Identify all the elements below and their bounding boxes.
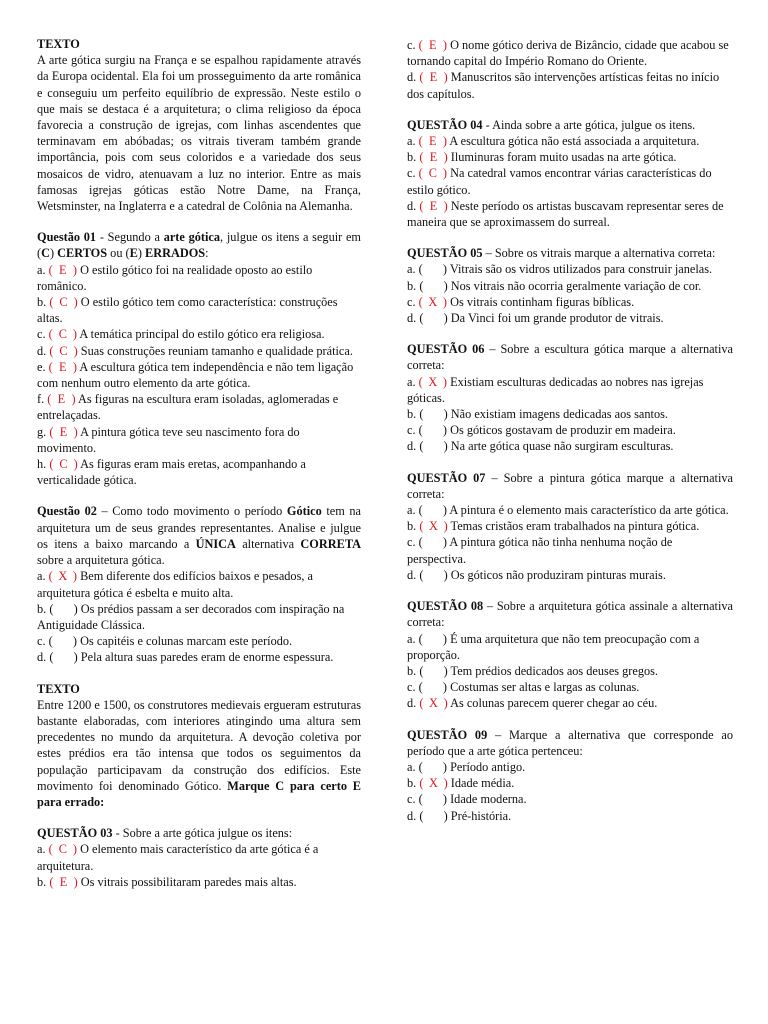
answer-item [37, 649, 361, 665]
answer-item [407, 261, 733, 277]
item-text: Suas construções reuniam tamanho e qualidade prática. [80, 343, 353, 358]
question-title: QUESTÃO 04 [407, 117, 483, 132]
text-heading: TEXTO [37, 37, 80, 51]
item-text: A escultura gótica tem independência e não tem ligação com nenhum outro elemento da arte gótica. [37, 359, 354, 391]
answer-paren-close: ) [443, 519, 448, 534]
item-letter: a. [37, 569, 46, 584]
item-text: É uma arquitetura que não tem preocupação com a proporção. [407, 631, 700, 662]
answer-paren-close: ) [442, 503, 447, 518]
question-title: QUESTÃO 05 [407, 246, 483, 261]
answer-mark: C [59, 343, 68, 358]
answer-item [407, 695, 733, 711]
question-05 [407, 245, 733, 326]
answer-paren-open: ( [418, 262, 423, 277]
question-title: QUESTÃO 08 [407, 599, 484, 614]
answer-paren-close: ) [443, 70, 448, 85]
answer-paren-open: ( [419, 696, 424, 711]
answer-item [407, 406, 733, 422]
item-letter: b. [407, 150, 417, 165]
item-letter: c. [407, 792, 416, 807]
item-letter: g. [37, 424, 47, 439]
answer-item [37, 568, 361, 600]
answer-paren-open: ( [418, 38, 423, 52]
answer-paren-close: ) [443, 808, 448, 823]
item-letter: b. [407, 663, 417, 678]
question-03-continued [407, 37, 733, 102]
item-text: As figuras eram mais eretas, acompanhando a verticalidade gótica. [37, 457, 306, 488]
answer-paren-close: ) [443, 696, 448, 711]
question-01-prompt: Questão 01 - Segundo a arte gótica, julgue os itens a seguir em (C) CERTOS ou (E) ERRADOS: [37, 230, 362, 261]
text-passage-2 [37, 681, 361, 811]
answer-mark: X [429, 776, 438, 791]
answer-item [37, 391, 361, 423]
answer-paren-open: ( [418, 374, 423, 389]
answer-item [407, 775, 733, 791]
answer-paren-open: ( [418, 134, 423, 149]
right-column [407, 37, 733, 839]
item-text: Os góticos não produziram pinturas murais. [450, 567, 666, 582]
answer-item [407, 37, 733, 69]
answer-paren-open: ( [47, 392, 52, 407]
answer-mark: X [428, 294, 438, 309]
answer-item [407, 534, 733, 566]
question-05-items [407, 261, 733, 326]
answer-paren-open: ( [418, 759, 423, 774]
item-letter: b. [407, 278, 417, 293]
item-text: Iluminuras foram muito usadas na arte gótica. [450, 150, 677, 165]
item-letter: b. [37, 601, 47, 616]
question-05-prompt: QUESTÃO 05 – Sobre os vitrais marque a alternativa correta: [407, 246, 716, 261]
item-text: Idade média. [450, 776, 515, 791]
answer-paren-open: ( [49, 601, 54, 616]
item-letter: f. [37, 392, 45, 407]
text-passage-1 [37, 36, 361, 214]
question-06-items [407, 374, 733, 455]
answer-paren-open: ( [49, 295, 54, 310]
answer-item [37, 601, 361, 633]
answer-paren-close: ) [442, 38, 447, 52]
question-07 [407, 470, 733, 583]
answer-item [37, 343, 361, 359]
answer-paren-open: ( [48, 359, 53, 374]
item-text: Nos vitrais não ocorria geralmente variação de cor. [450, 278, 702, 293]
question-02-items [37, 568, 361, 665]
answer-item [407, 808, 733, 824]
answer-paren-open: ( [418, 792, 423, 807]
item-text: Na catedral vamos encontrar várias características do estilo gótico. [407, 166, 712, 197]
item-text: Da Vinci foi um grande produtor de vitrais. [450, 311, 664, 326]
answer-paren-close: ) [73, 874, 78, 889]
answer-paren-open: ( [419, 150, 424, 165]
answer-mark: C [428, 166, 437, 181]
answer-paren-open: ( [418, 166, 423, 181]
answer-paren-close: ) [442, 631, 447, 646]
answer-item [407, 679, 733, 695]
answer-item [37, 424, 361, 456]
answer-paren-close: ) [72, 634, 77, 649]
item-text: Neste período os artistas buscavam representar seres de maneira que se aproximassem do surreal. [407, 198, 724, 230]
item-letter: c. [407, 535, 416, 550]
answer-mark: E [429, 70, 438, 85]
question-04-items [407, 133, 733, 230]
item-text: Período antigo. [450, 759, 526, 774]
answer-paren-close: ) [442, 134, 447, 149]
answer-paren-close: ) [72, 327, 77, 342]
item-letter: a. [407, 262, 416, 277]
item-letter: c. [407, 680, 416, 695]
question-07-items [407, 502, 733, 583]
answer-paren-close: ) [442, 262, 447, 277]
item-letter: a. [407, 759, 416, 774]
answer-item [407, 422, 733, 438]
item-letter: b. [407, 407, 417, 422]
item-letter: d. [407, 311, 417, 326]
answer-paren-open: ( [419, 439, 424, 454]
answer-paren-open: ( [418, 535, 423, 550]
answer-item [407, 502, 733, 518]
answer-mark: X [428, 374, 438, 389]
answer-paren-open: ( [418, 294, 423, 309]
answer-item [407, 663, 733, 679]
answer-paren-open: ( [49, 343, 54, 358]
item-text: Idade moderna. [450, 792, 527, 807]
item-text: A temática principal do estilo gótico era religiosa. [79, 327, 325, 342]
item-letter: a. [407, 631, 416, 646]
item-text: Bem diferente dos edifícios baixos e pesados, a arquitetura gótica é esbelta e muito alta. [37, 569, 313, 600]
answer-paren-open: ( [418, 503, 423, 518]
answer-mark: E [57, 392, 66, 407]
answer-item [407, 759, 733, 775]
item-text: Existiam esculturas dedicadas ao nobres nas igrejas góticas. [407, 374, 704, 405]
item-letter: d. [407, 198, 417, 213]
question-09 [407, 727, 733, 824]
answer-mark: E [59, 359, 67, 374]
item-text: O estilo gótico tem como característica: construções altas. [37, 295, 338, 326]
question-01 [37, 229, 361, 488]
question-03-items-continued [407, 37, 733, 102]
answer-paren-open: ( [419, 519, 424, 534]
answer-paren-close: ) [443, 150, 448, 165]
answer-paren-open: ( [419, 311, 424, 326]
answer-paren-close: ) [73, 343, 78, 358]
answer-item [407, 294, 733, 310]
item-letter: b. [37, 295, 47, 310]
question-09-prompt: QUESTÃO 09 – Marque a alternativa que corresponde ao período que a arte gótica pertenceu: [407, 727, 733, 758]
answer-item [37, 456, 361, 488]
question-03 [37, 825, 361, 890]
answer-paren-close: ) [443, 198, 448, 213]
item-text: Pré-história. [450, 808, 512, 823]
item-letter: a. [407, 503, 416, 518]
answer-paren-close: ) [442, 759, 447, 774]
item-letter: e. [37, 359, 46, 374]
question-title: QUESTÃO 07 [407, 470, 486, 485]
item-text: A pintura gótica teve seu nascimento fora do movimento. [37, 424, 300, 455]
answer-mark: E [59, 262, 67, 277]
answer-item [37, 633, 361, 649]
answer-paren-open: ( [48, 327, 53, 342]
item-text: Tem prédios dedicados aos deuses gregos. [450, 663, 658, 678]
item-text: As colunas parecem querer chegar ao céu. [450, 696, 658, 711]
question-title: QUESTÃO 09 [407, 727, 488, 742]
question-01-items [37, 262, 361, 489]
item-text: Os vitrais continham figuras bíblicas. [450, 294, 635, 309]
item-text: A pintura é o elemento mais característico da arte gótica. [449, 503, 729, 518]
answer-mark: E [429, 134, 437, 149]
item-letter: c. [407, 423, 416, 438]
item-letter: b. [407, 519, 417, 534]
answer-paren-close: ) [443, 407, 448, 422]
answer-mark: E [59, 874, 68, 889]
item-text: O nome gótico deriva de Bizâncio, cidade que acabou se tornando capital do Império Romano do Oriente. [407, 38, 729, 69]
item-text: Os vitrais possibilitaram paredes mais altas. [80, 874, 297, 889]
answer-mark: E [429, 38, 437, 52]
answer-mark: C [59, 295, 68, 310]
item-letter: c. [37, 634, 46, 649]
item-text: O estilo gótico foi na realidade oposto ao estilo românico. [37, 262, 313, 293]
answer-item [37, 359, 361, 391]
item-text: O elemento mais característico da arte gótica é a arquitetura. [37, 842, 319, 873]
answer-paren-close: ) [72, 262, 77, 277]
item-letter: d. [407, 808, 417, 823]
item-text: As figuras na escultura eram isoladas, aglomeradas e entrelaçadas. [37, 392, 339, 423]
instruction: Marque C para certo E para errado: [37, 778, 361, 809]
item-text: Os prédios passam a ser decorados com inspiração na Antiguidade Clássica. [37, 601, 345, 632]
answer-item [407, 518, 733, 534]
answer-item [407, 149, 733, 165]
question-06 [407, 341, 733, 454]
item-text: Temas cristãos eram trabalhados na pintura gótica. [450, 519, 700, 534]
answer-item [37, 841, 361, 873]
answer-paren-close: ) [442, 535, 447, 550]
answer-item [407, 438, 733, 454]
answer-paren-open: ( [48, 634, 53, 649]
answer-item [407, 133, 733, 149]
answer-paren-open: ( [419, 663, 424, 678]
answer-paren-open: ( [48, 569, 53, 584]
answer-item [407, 567, 733, 583]
answer-item [37, 262, 361, 294]
answer-item [37, 326, 361, 342]
question-title: Questão 01 [37, 230, 97, 245]
answer-paren-open: ( [418, 680, 423, 695]
answer-paren-open: ( [48, 842, 53, 857]
answer-paren-open: ( [49, 424, 54, 439]
answer-item [407, 791, 733, 807]
question-08-prompt: QUESTÃO 08 – Sobre a arquitetura gótica assinale a alternativa correta: [407, 599, 734, 630]
answer-paren-close: ) [442, 166, 447, 181]
item-letter: a. [37, 262, 46, 277]
question-06-prompt: QUESTÃO 06 – Sobre a escultura gótica marque a alternativa correta: [407, 342, 733, 373]
item-letter: c. [407, 166, 416, 181]
answer-mark: C [59, 457, 68, 472]
answer-mark: X [429, 519, 438, 534]
item-letter: d. [37, 650, 47, 665]
answer-mark: C [58, 327, 67, 342]
answer-paren-close: ) [442, 792, 447, 807]
answer-paren-close: ) [73, 424, 78, 439]
answer-paren-close: ) [443, 439, 448, 454]
answer-paren-close: ) [443, 776, 448, 791]
answer-paren-close: ) [443, 278, 448, 293]
answer-mark: E [429, 150, 438, 165]
answer-mark: E [59, 424, 68, 439]
answer-paren-close: ) [73, 650, 78, 665]
answer-item [37, 294, 361, 326]
item-text: Pela altura suas paredes eram de enorme espessura. [80, 650, 334, 665]
item-text: Costumas ser altas e largas as colunas. [450, 680, 640, 695]
answer-paren-open: ( [419, 808, 424, 823]
text-body: A arte gótica surgiu na França e se espalhou rapidamente através da Europa ocidental. Ela foi um prosseguimento da arte românica e conseguiu um perfeito equilíbrio de expressão. Neste estilo o que mais se destaca é a arquitetura; o clima religioso da época favorecia a construção de igrejas, com linhas ascendentes que terminavam em abóbadas; os vitrais tiveram também grande importância, pois com seus coloridos e a variedade dos seus mosaicos de vidro, atenuavam a luz no interior. Entre as mais famosas igrejas góticas estão Notre Dame, na França, Wetsminster, na Inglaterra e a catedral de Colônia na Alemanha. [37, 53, 361, 214]
answer-paren-close: ) [442, 374, 447, 389]
answer-paren-open: ( [419, 776, 424, 791]
answer-item [37, 874, 361, 890]
item-letter: c. [407, 38, 416, 52]
answer-paren-close: ) [442, 423, 447, 438]
left-column [37, 36, 361, 905]
item-letter: a. [407, 134, 416, 149]
item-letter: d. [407, 70, 417, 85]
item-text: Manuscritos são intervenções artísticas feitas no início dos capítulos. [407, 70, 720, 101]
item-text: A escultura gótica não está associada a arquitetura. [449, 134, 700, 149]
answer-paren-close: ) [443, 663, 448, 678]
question-08 [407, 598, 733, 711]
answer-item [407, 278, 733, 294]
question-03-items [37, 841, 361, 890]
answer-item [407, 69, 733, 101]
answer-item [407, 310, 733, 326]
answer-paren-open: ( [419, 70, 424, 85]
answer-paren-close: ) [73, 457, 78, 472]
item-text: Vitrais são os vidros utilizados para construir janelas. [449, 262, 713, 277]
item-letter: d. [407, 567, 417, 582]
question-02 [37, 503, 361, 665]
item-letter: c. [37, 327, 46, 342]
answer-paren-open: ( [49, 874, 54, 889]
question-title: QUESTÃO 06 [407, 342, 485, 357]
answer-paren-close: ) [71, 392, 76, 407]
text-heading: TEXTO [37, 681, 80, 696]
item-text: A pintura gótica não tinha nenhuma noção de perspectiva. [407, 535, 673, 566]
answer-paren-close: ) [72, 569, 77, 584]
item-letter: h. [37, 457, 47, 472]
question-08-items [407, 631, 733, 712]
answer-paren-open: ( [419, 278, 424, 293]
answer-paren-close: ) [443, 567, 448, 582]
answer-paren-close: ) [443, 311, 448, 326]
question-04-prompt: QUESTÃO 04 - Ainda sobre a arte gótica, julgue os itens. [407, 117, 696, 132]
answer-mark: X [429, 696, 438, 711]
question-03-prompt: QUESTÃO 03 - Sobre a arte gótica julgue os itens: [37, 826, 293, 841]
answer-paren-close: ) [73, 295, 78, 310]
answer-item [407, 198, 733, 230]
answer-paren-close: ) [442, 294, 447, 309]
answer-mark: E [429, 198, 438, 213]
answer-item [407, 374, 733, 406]
item-text: Não existiam imagens dedicadas aos santos. [450, 407, 668, 422]
answer-paren-open: ( [48, 262, 53, 277]
question-04 [407, 117, 733, 230]
answer-paren-close: ) [442, 680, 447, 695]
answer-paren-close: ) [72, 359, 77, 374]
item-letter: b. [407, 776, 417, 791]
answer-paren-open: ( [418, 423, 423, 438]
answer-paren-close: ) [72, 842, 77, 857]
answer-paren-open: ( [418, 631, 423, 646]
answer-mark: X [58, 569, 68, 584]
answer-paren-open: ( [419, 407, 424, 422]
item-text: Os capitéis e colunas marcam este período. [80, 634, 293, 649]
answer-paren-open: ( [49, 457, 54, 472]
text-body: Entre 1200 e 1500, os construtores medievais ergueram estruturas bastante elaboradas, com interiores atingindo uma altura sem precedentes no mundo da arquitetura. A devoção coletiva por estes prédios era tão intensa que todos os seguimentos da população participavam da construção dos edifícios. Este movimento foi denominado Gótico. Marque C para certo E para errado: [37, 697, 361, 809]
answer-paren-open: ( [49, 650, 54, 665]
question-09-items [407, 759, 733, 824]
answer-item [407, 165, 733, 197]
item-letter: d. [407, 439, 417, 454]
item-text: Os góticos gostavam de produzir em madeira. [450, 423, 676, 438]
answer-item [407, 631, 733, 663]
question-02-prompt: Questão 02 – Como todo movimento o período Gótico tem na arquitetura um de seus grandes representantes. Analise e julgue os itens a baixo marcando a ÚNICA alternativa CORRETA sobre a arquitetura gótica. [37, 504, 361, 568]
item-letter: c. [407, 294, 416, 309]
question-07-prompt: QUESTÃO 07 – Sobre a pintura gótica marque a alternativa correta: [407, 470, 733, 501]
question-title: QUESTÃO 03 [37, 826, 113, 841]
answer-mark: C [58, 842, 67, 857]
answer-paren-open: ( [419, 198, 424, 213]
item-letter: d. [37, 343, 47, 358]
answer-paren-open: ( [419, 567, 424, 582]
item-text: Na arte gótica quase não surgiram esculturas. [450, 439, 674, 454]
item-letter: a. [37, 842, 46, 857]
answer-paren-close: ) [73, 601, 78, 616]
item-letter: b. [37, 874, 47, 889]
question-title: Questão 02 [37, 504, 97, 519]
item-letter: a. [407, 374, 416, 389]
item-letter: d. [407, 696, 417, 711]
